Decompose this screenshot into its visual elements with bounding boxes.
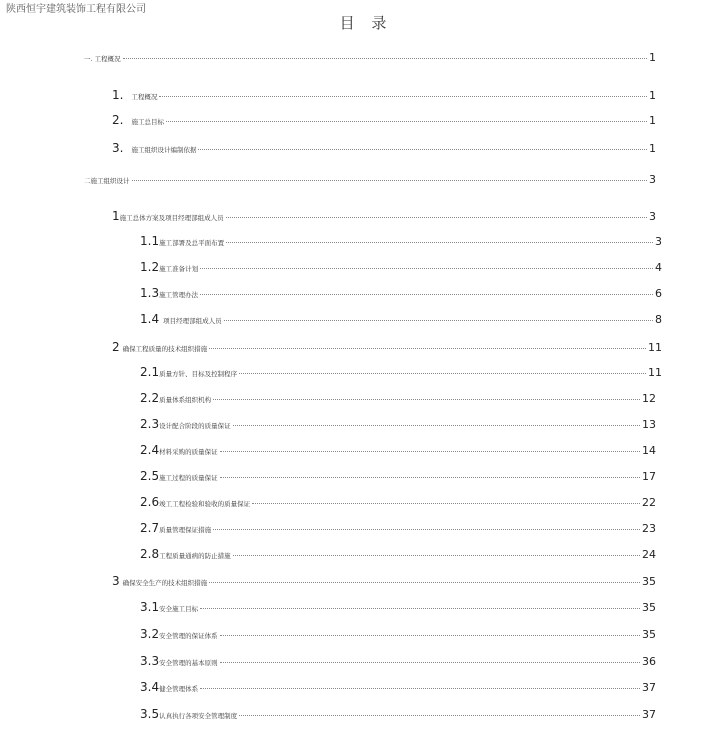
toc-entry-label: 确保安全生产的技术组织措施 [122,579,208,587]
toc-entry[interactable] [140,233,662,249]
toc-entry[interactable] [140,520,656,536]
toc-entry-number: 2.8 [140,547,160,561]
toc-entry[interactable] [140,653,656,669]
toc-entry-label: 施工管理办法 [159,291,199,299]
dot-leader [226,217,647,218]
toc-entry-page: 36 [642,655,656,668]
toc-entry-label: 设计配合阶段的质量保证 [159,422,231,430]
company-header: 陕西恒宇建筑装饰工程有限公司 [6,4,146,15]
dot-leader [132,180,648,181]
toc-entry[interactable] [112,339,662,355]
toc-entry-label: 认真执行各项安全管理制度 [159,712,238,720]
toc-entry-page: 13 [642,418,656,431]
toc-entry-page: 3 [649,173,656,186]
toc-entry-page: 1 [649,51,656,64]
toc-entry-number: 2.6 [140,495,160,509]
dot-leader [224,320,653,321]
toc-entry-label: 施工组织设计编制依据 [131,146,197,154]
toc-entry-page: 4 [655,261,662,274]
toc-entry[interactable] [112,140,656,156]
toc-entry-label: 质量方针、目标及控制程序 [159,370,238,378]
toc-entry-number: 1.3 [140,286,160,300]
toc-entry[interactable] [84,172,656,188]
dot-leader [239,715,640,716]
toc-entry-page: 22 [642,496,656,509]
toc-entry-number: 1.2 [140,260,160,274]
toc-entry-label: 一. 工程概况 [84,55,121,63]
toc-entry-label: 竣工工程检验和验收的质量保证 [159,500,251,508]
toc-entry-page: 6 [655,287,662,300]
toc-entry-page: 1 [649,114,656,127]
toc-entry-number: 2.2 [140,391,160,405]
toc-entry[interactable] [112,87,656,103]
toc-entry[interactable] [140,494,656,510]
toc-entry-number: 2.7 [140,521,160,535]
toc-entry-label: 质量管理保证措施 [159,526,212,534]
toc-entry[interactable] [140,259,662,275]
toc-entry[interactable] [140,390,656,406]
toc-entry[interactable] [140,311,662,327]
toc-entry-label: 健全管理体系 [159,685,199,693]
toc-entry[interactable] [140,364,662,380]
dot-leader [233,425,640,426]
toc-entry-label: 工程质量通病的防止措施 [159,552,231,560]
toc-entry-number: 1. [112,88,124,102]
toc-entry-page: 8 [655,313,662,326]
toc-entry-label: 材料采购的质量保证 [159,448,218,456]
toc-entry[interactable] [140,679,656,695]
toc-entry-number: 2.4 [140,443,160,457]
dot-leader [220,477,640,478]
toc-entry-label: 施工过程的质量保证 [159,474,218,482]
toc-entry-number: 3. [112,141,124,155]
toc-entry-page: 12 [642,392,656,405]
toc-entry-label: 施工总体方案及项目经理部组成人员 [119,214,224,222]
toc-entry[interactable] [140,599,656,615]
toc-entry[interactable] [140,546,656,562]
toc-entry-page: 1 [649,89,656,102]
toc-entry-page: 37 [642,708,656,721]
toc-entry-page: 14 [642,444,656,457]
dot-leader [233,555,640,556]
toc-entry-number: 2.3 [140,417,160,431]
toc-entry-label: 施工准备计划 [159,265,199,273]
toc-entry-label: 施工总目标 [131,118,164,126]
toc-entry-label: 安全施工目标 [159,605,199,613]
toc-entry-number: 2.1 [140,365,160,379]
toc-entry[interactable] [140,442,656,458]
toc-entry-page: 35 [642,628,656,641]
dot-leader [220,451,640,452]
dot-leader [209,348,646,349]
toc-entry-page: 37 [642,681,656,694]
dot-leader [226,242,653,243]
toc-entry[interactable] [140,626,656,642]
toc-entry-number: 2. [112,113,124,127]
toc-entry-number: 2.5 [140,469,160,483]
toc-entry-label: 二施工组织设计 [84,177,130,185]
dot-leader [159,96,647,97]
toc-entry-page: 24 [642,548,656,561]
toc-entry-page: 11 [648,366,662,379]
toc-entry[interactable] [112,573,656,589]
toc-entry-number: 3 [112,574,120,588]
toc-entry-page: 1 [649,142,656,155]
toc-entry[interactable] [112,112,656,128]
toc-entry-number: 1.4 [140,312,160,326]
toc-entry-number: 3.1 [140,600,160,614]
toc-entry-page: 3 [649,210,656,223]
toc-entry-page: 35 [642,601,656,614]
toc-entry-number: 2 [112,340,120,354]
dot-leader [209,582,640,583]
toc-entry-page: 23 [642,522,656,535]
toc-entry[interactable] [140,285,662,301]
toc-entry-number: 3.2 [140,627,160,641]
toc-entry-page: 35 [642,575,656,588]
dot-leader [220,635,640,636]
toc-entry[interactable] [112,208,656,224]
dot-leader [200,294,653,295]
toc-entry[interactable] [140,468,656,484]
toc-entry-number: 3.4 [140,680,160,694]
toc-entry-number: 3.5 [140,707,160,721]
toc-entry-number: 3.3 [140,654,160,668]
dot-leader [239,373,646,374]
toc-entry-page: 3 [655,235,662,248]
toc-entry-number: 1.1 [140,234,160,248]
toc-entry-label: 项目经理部组成人员 [163,317,222,325]
toc-entry-label: 安全管理的保证体系 [159,632,218,640]
toc-entry-label: 质量体系组织机构 [159,396,212,404]
dot-leader [200,268,653,269]
dot-leader [252,503,640,504]
page-title: 目 录 [339,14,393,32]
toc-entry-page: 17 [642,470,656,483]
dot-leader [198,149,647,150]
toc-entry-label: 安全管理的基本原则 [159,659,218,667]
dot-leader [123,58,647,59]
toc-entry-label: 施工部署及总平面布置 [159,239,225,247]
toc-entry-number: 1 [112,209,120,223]
toc-entry[interactable] [140,416,656,432]
dot-leader [166,121,647,122]
toc-entry-label: 工程概况 [131,93,158,101]
dot-leader [213,529,640,530]
dot-leader [200,608,640,609]
toc-entry-page: 11 [648,341,662,354]
toc-entry[interactable] [140,706,656,722]
dot-leader [213,399,640,400]
toc-entry[interactable] [84,50,656,66]
toc-entry-label: 确保工程质量的技术组织措施 [122,345,208,353]
dot-leader [200,688,640,689]
dot-leader [220,662,640,663]
